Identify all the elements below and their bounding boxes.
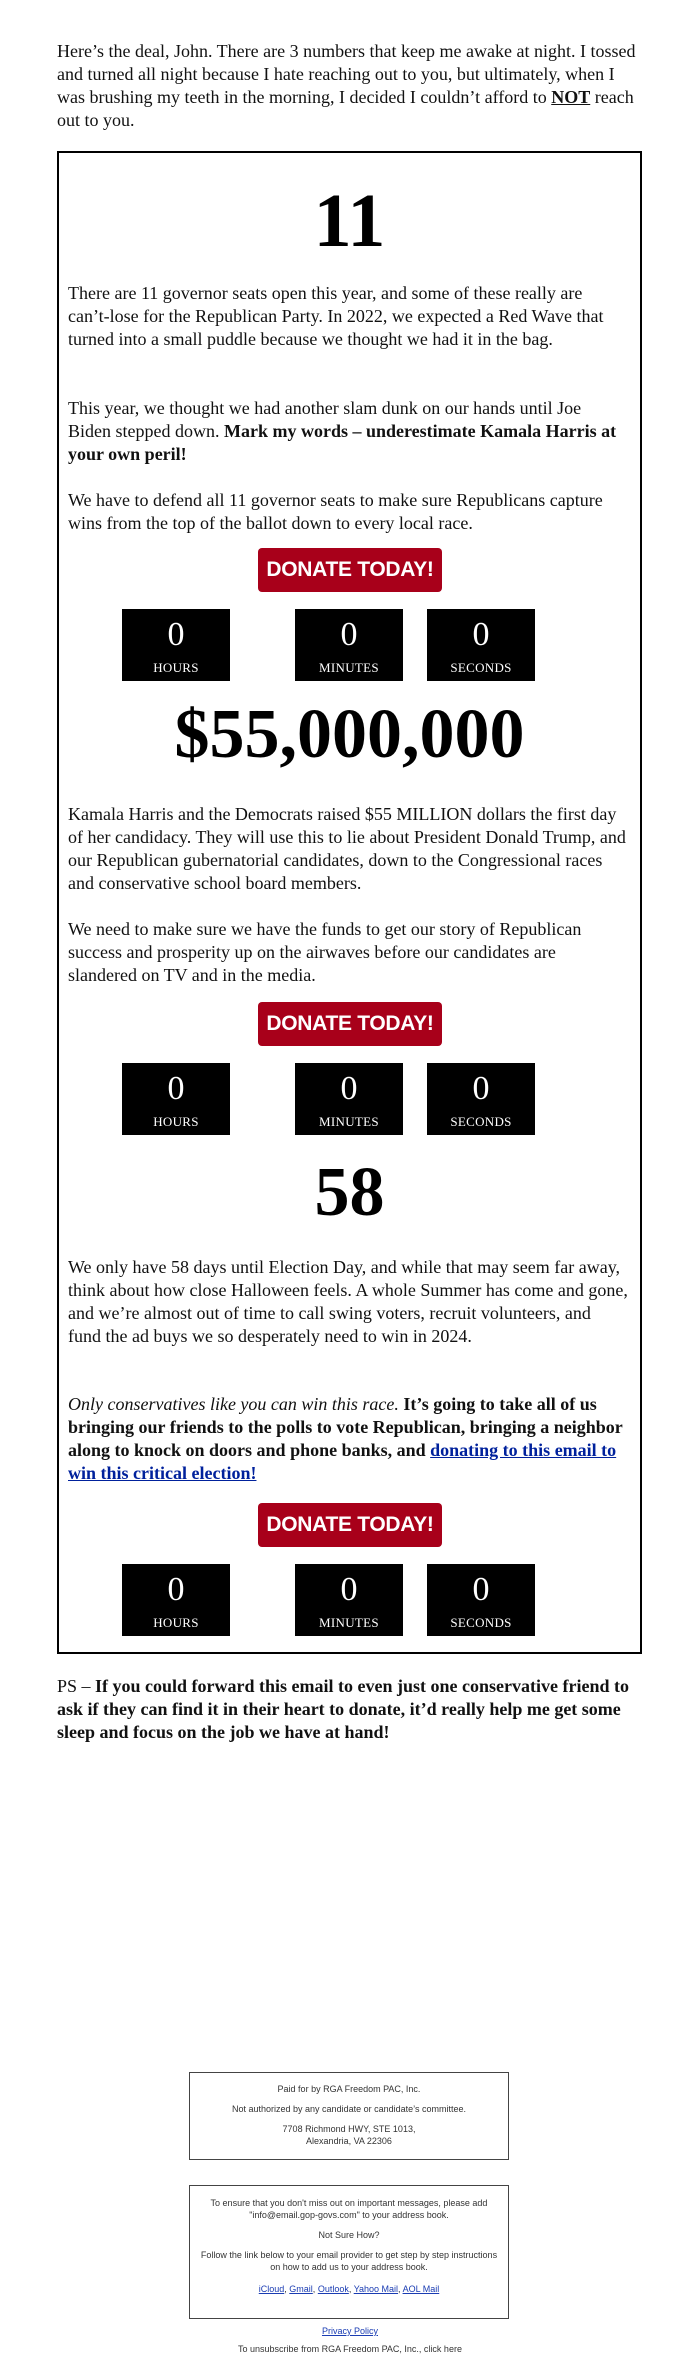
timer-minutes-label: MINUTES — [319, 660, 379, 675]
section3-p2-italic: Only conservatives like you can win this race. — [68, 1394, 399, 1414]
section2-paragraph-1: Kamala Harris and the Democrats raised $55 MILLION dollars the first day of her candidacy. They will use this to lie about President Donald Trump, and our Republican gubernatorial candidates, down to the Congressional races and conservative school board members. — [68, 804, 626, 893]
timer-hours-box — [122, 609, 230, 681]
timer-seconds-box — [427, 1564, 535, 1636]
ensure-text: To ensure that you don't miss out on important messages, please add "info@email.gop-govs.com" to your address book. — [210, 2198, 488, 2220]
timer-seconds-label: SECONDS — [450, 1114, 512, 1129]
timer-minutes-box — [295, 1564, 403, 1636]
address-line-2: Alexandria, VA 22306 — [306, 2136, 392, 2146]
intro-text-end: reach out to you. — [57, 87, 634, 130]
section3-paragraph-2 — [68, 1393, 628, 1485]
timer-seconds-label: SECONDS — [450, 1615, 512, 1630]
ps-paragraph — [57, 1675, 642, 1744]
big-number-58: 58 — [314, 1154, 385, 1231]
main-content-box — [57, 151, 642, 1654]
timer-hours-label: HOURS — [153, 1615, 199, 1630]
timer-seconds-value: 0 — [472, 1070, 490, 1107]
follow-text: Follow the link below to your email provider to get step by step instructions on how to add us to your address book. — [200, 2250, 498, 2272]
intro-emphasis: NOT — [551, 87, 591, 107]
disclaimer-box — [189, 2072, 509, 2160]
timer-seconds-box — [427, 609, 535, 681]
provider-link-yahoo[interactable]: Yahoo Mail — [353, 2284, 399, 2294]
donate-button-1[interactable]: DONATE TODAY! — [258, 548, 442, 592]
timer-minutes-box — [295, 1063, 403, 1135]
provider-link-aol[interactable]: AOL Mail — [402, 2284, 440, 2294]
timer-seconds-box — [427, 1063, 535, 1135]
timer-hours-value: 0 — [167, 616, 185, 653]
timer-minutes-label: MINUTES — [319, 1615, 379, 1630]
section3-p2-bold: It’s going to take all of us bringing our friends to the polls to vote Republican, bringing a neighbor along to knock on doors and phone banks, and — [68, 1394, 623, 1460]
provider-link-icloud[interactable]: iCloud — [258, 2284, 285, 2294]
countdown-timer-2 — [59, 1063, 640, 1135]
timer-hours-value: 0 — [167, 1070, 185, 1107]
section1-paragraph-2 — [68, 397, 628, 466]
address-book-box — [189, 2185, 509, 2319]
timer-hours-label: HOURS — [153, 660, 199, 675]
timer-seconds-label: SECONDS — [450, 660, 512, 675]
ps-prefix: PS – — [57, 1676, 96, 1696]
not-sure-text: Not Sure How? — [318, 2230, 380, 2240]
paid-for-text: Paid for by RGA Freedom PAC, Inc. — [277, 2084, 421, 2094]
timer-hours-box — [122, 1063, 230, 1135]
privacy-policy-row — [0, 2326, 700, 2336]
timer-minutes-label: MINUTES — [319, 1114, 379, 1129]
donate-email-link-text: donating to this email to win this critical election! — [68, 1440, 617, 1483]
timer-hours-value: 0 — [167, 1571, 185, 1608]
ps-text: If you could forward this email to even just one conservative friend to ask if they can find it in their heart to donate, it’d really help me get some sleep and focus on the job we have at hand! — [57, 1676, 629, 1742]
unsubscribe-link[interactable]: To unsubscribe from RGA Freedom PAC, Inc., click here — [238, 2344, 462, 2354]
provider-link-gmail[interactable]: Gmail — [289, 2284, 313, 2294]
big-number-55-million: $55,000,000 — [174, 696, 525, 773]
section1-paragraph-3: We have to defend all 11 governor seats to make sure Republicans capture wins from the top of the ballot down to every local race. — [68, 490, 603, 533]
donate-button-2[interactable]: DONATE TODAY! — [258, 1002, 442, 1046]
provider-link-outlook[interactable]: Outlook — [317, 2284, 349, 2294]
unsubscribe-row — [0, 2344, 700, 2354]
timer-minutes-value: 0 — [340, 616, 358, 653]
timer-seconds-value: 0 — [472, 616, 490, 653]
intro-text: Here’s the deal, John. There are 3 numbers that keep me awake at night. I tossed and turned all night because I hate reaching out to you, but ultimately, when I was brushing my teeth in the morning, I decided I couldn’t afford to — [57, 41, 636, 107]
timer-hours-box — [122, 1564, 230, 1636]
timer-seconds-value: 0 — [472, 1571, 490, 1608]
timer-minutes-box — [295, 609, 403, 681]
privacy-policy-link[interactable]: Privacy Policy — [321, 2326, 378, 2336]
provider-links: iCloud, Gmail, Outlook, Yahoo Mail, AOL Mail — [258, 2284, 440, 2294]
section1-p2-bold: Mark my words – underestimate Kamala Harris at your own peril! — [68, 421, 617, 464]
countdown-timer-3 — [59, 1564, 640, 1636]
intro-paragraph — [57, 40, 642, 132]
not-authorized-text: Not authorized by any candidate or candidate’s committee. — [232, 2104, 466, 2114]
section2-paragraph-2: We need to make sure we have the funds to get our story of Republican success and prosperity up on the airwaves before our candidates are slandered on TV and in the media. — [68, 919, 582, 985]
countdown-timer-1 — [59, 609, 640, 681]
big-number-11: 11 — [313, 179, 386, 263]
timer-minutes-value: 0 — [340, 1571, 358, 1608]
section1-p2-text: This year, we thought we had another slam dunk on our hands until Joe Biden stepped down. — [68, 398, 582, 441]
address-line-1: 7708 Richmond HWY, STE 1013, — [282, 2124, 416, 2134]
donate-button-3[interactable]: DONATE TODAY! — [258, 1503, 442, 1547]
section3-paragraph-1: We only have 58 days until Election Day, and while that may seem far away, think about how close Halloween feels. A whole Summer has come and gone, and we’re almost out of time to call swing voters, recruit volunteers, and fund the ad buys we so desperately need to win in 2024. — [68, 1257, 628, 1346]
timer-hours-label: HOURS — [153, 1114, 199, 1129]
section1-paragraph-1: There are 11 governor seats open this year, and some of these really are can’t-lose for the Republican Party. In 2022, we expected a Red Wave that turned into a small puddle because we thought we had it in the bag. — [68, 283, 604, 349]
timer-minutes-value: 0 — [340, 1070, 358, 1107]
